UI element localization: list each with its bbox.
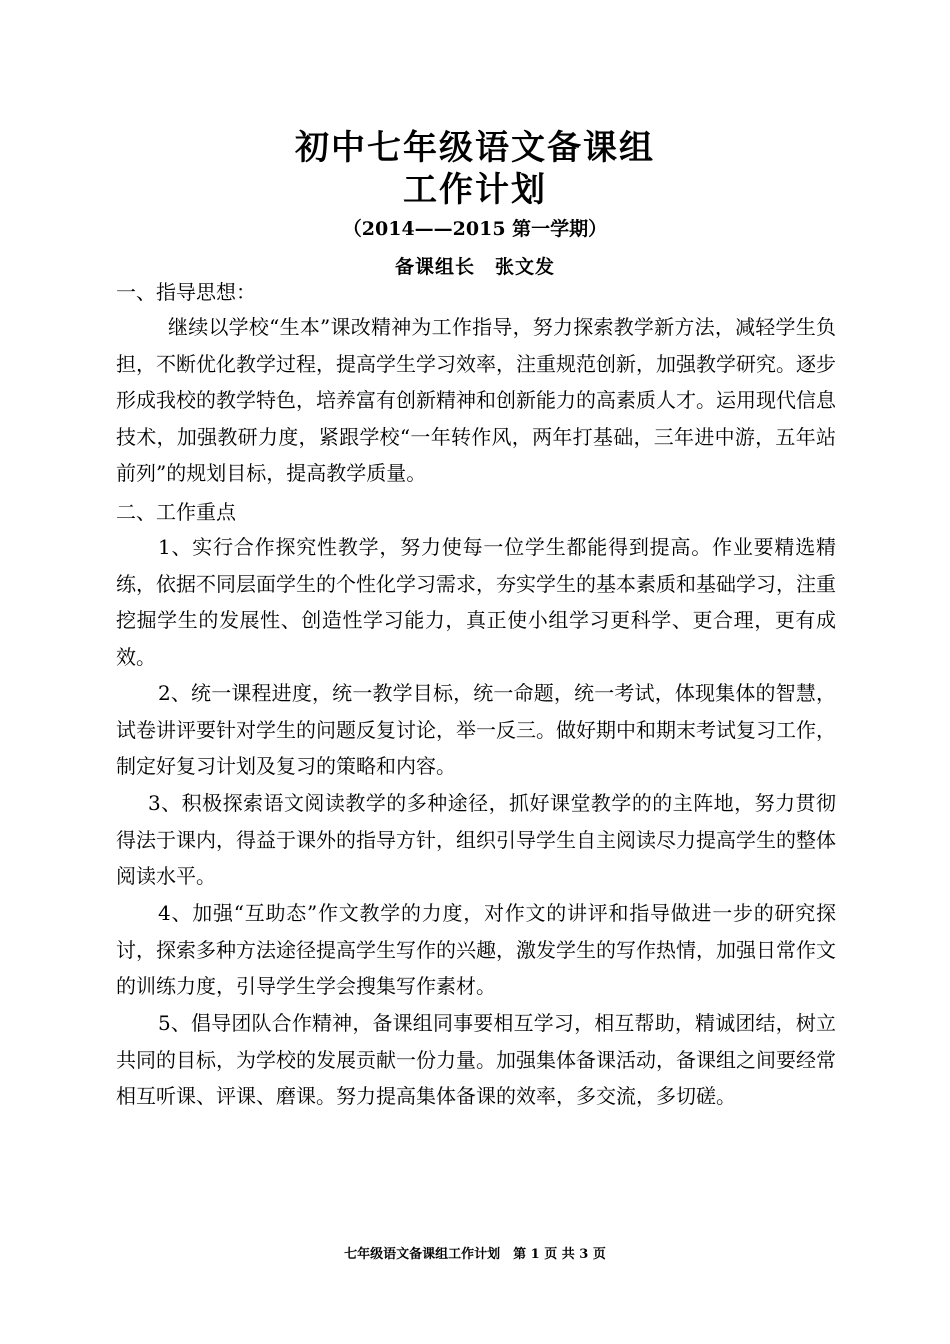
paragraph-focus-1: 1、实行合作探究性教学，努力使每一位学生都能得到提高。作业要精选精练，依据不同层面学生的个性化学习需求，夯实学生的基本素质和基础学习，注重挖掘学生的发展性、创造性学习能力，真正使小组学习更科学、更合理，更有成效。 (116, 535, 836, 669)
document-title-line-2: 工作计划 (403, 170, 547, 210)
paragraph-focus-5: 5、倡导团队合作精神，备课组同事要相互学习，相互帮助，精诚团结，树立共同的目标，为学校的发展贡献一份力量。加强集体备课活动，备课组之间要经常相互听课、评课、磨课。努力提高集体备课的效率，多交流，多切磋。 (116, 1011, 836, 1108)
paragraph-focus-2: 2、统一课程进度，统一教学目标，统一命题，统一考试，体现集体的智慧，试卷讲评要针对学生的问题反复讨论，举一反三。做好期中和期末考试复习工作，制定好复习计划及复习的策略和内容。 (116, 681, 836, 778)
group-leader: 备课组长 张文发 (394, 256, 555, 278)
document-title-line-1: 初中七年级语文备课组 (295, 128, 655, 168)
paragraph-guiding-thought: 继续以学校“生本”课改精神为工作指导，努力探索教学新方法，减轻学生负担，不断优化教学过程，提高学生学习效率，注重规范创新，加强教学研究。逐步形成我校的教学特色，培养富有创新精神和创新能力的高素质人才。运用现代信息技术，加强教研力度，紧跟学校“一年转作风，两年打基础，三年进中游，五年站前列”的规划目标，提高教学质量。 (116, 315, 836, 485)
section-heading-guiding-thought: 一、指导思想： (116, 280, 256, 304)
page-footer: 七年级语文备课组工作计划 第 1 页 共 3 页 (344, 1247, 606, 1262)
term-label: （2014——2015 第一学期） (342, 218, 608, 240)
section-heading-work-focus: 二、工作重点 (116, 500, 236, 524)
paragraph-focus-3: 3、积极探索语文阅读教学的多种途径，抓好课堂教学的的主阵地，努力贯彻得法于课内，得益于课外的指导方针，组织引导学生自主阅读尽力提高学生的整体阅读水平。 (116, 791, 836, 888)
paragraph-focus-4: 4、加强“互助态”作文教学的力度，对作文的讲评和指导做进一步的研究探讨，探索多种方法途径提高学生写作的兴趣，激发学生的写作热情，加强日常作文的训练力度，引导学生学会搜集写作素材。 (116, 901, 836, 998)
